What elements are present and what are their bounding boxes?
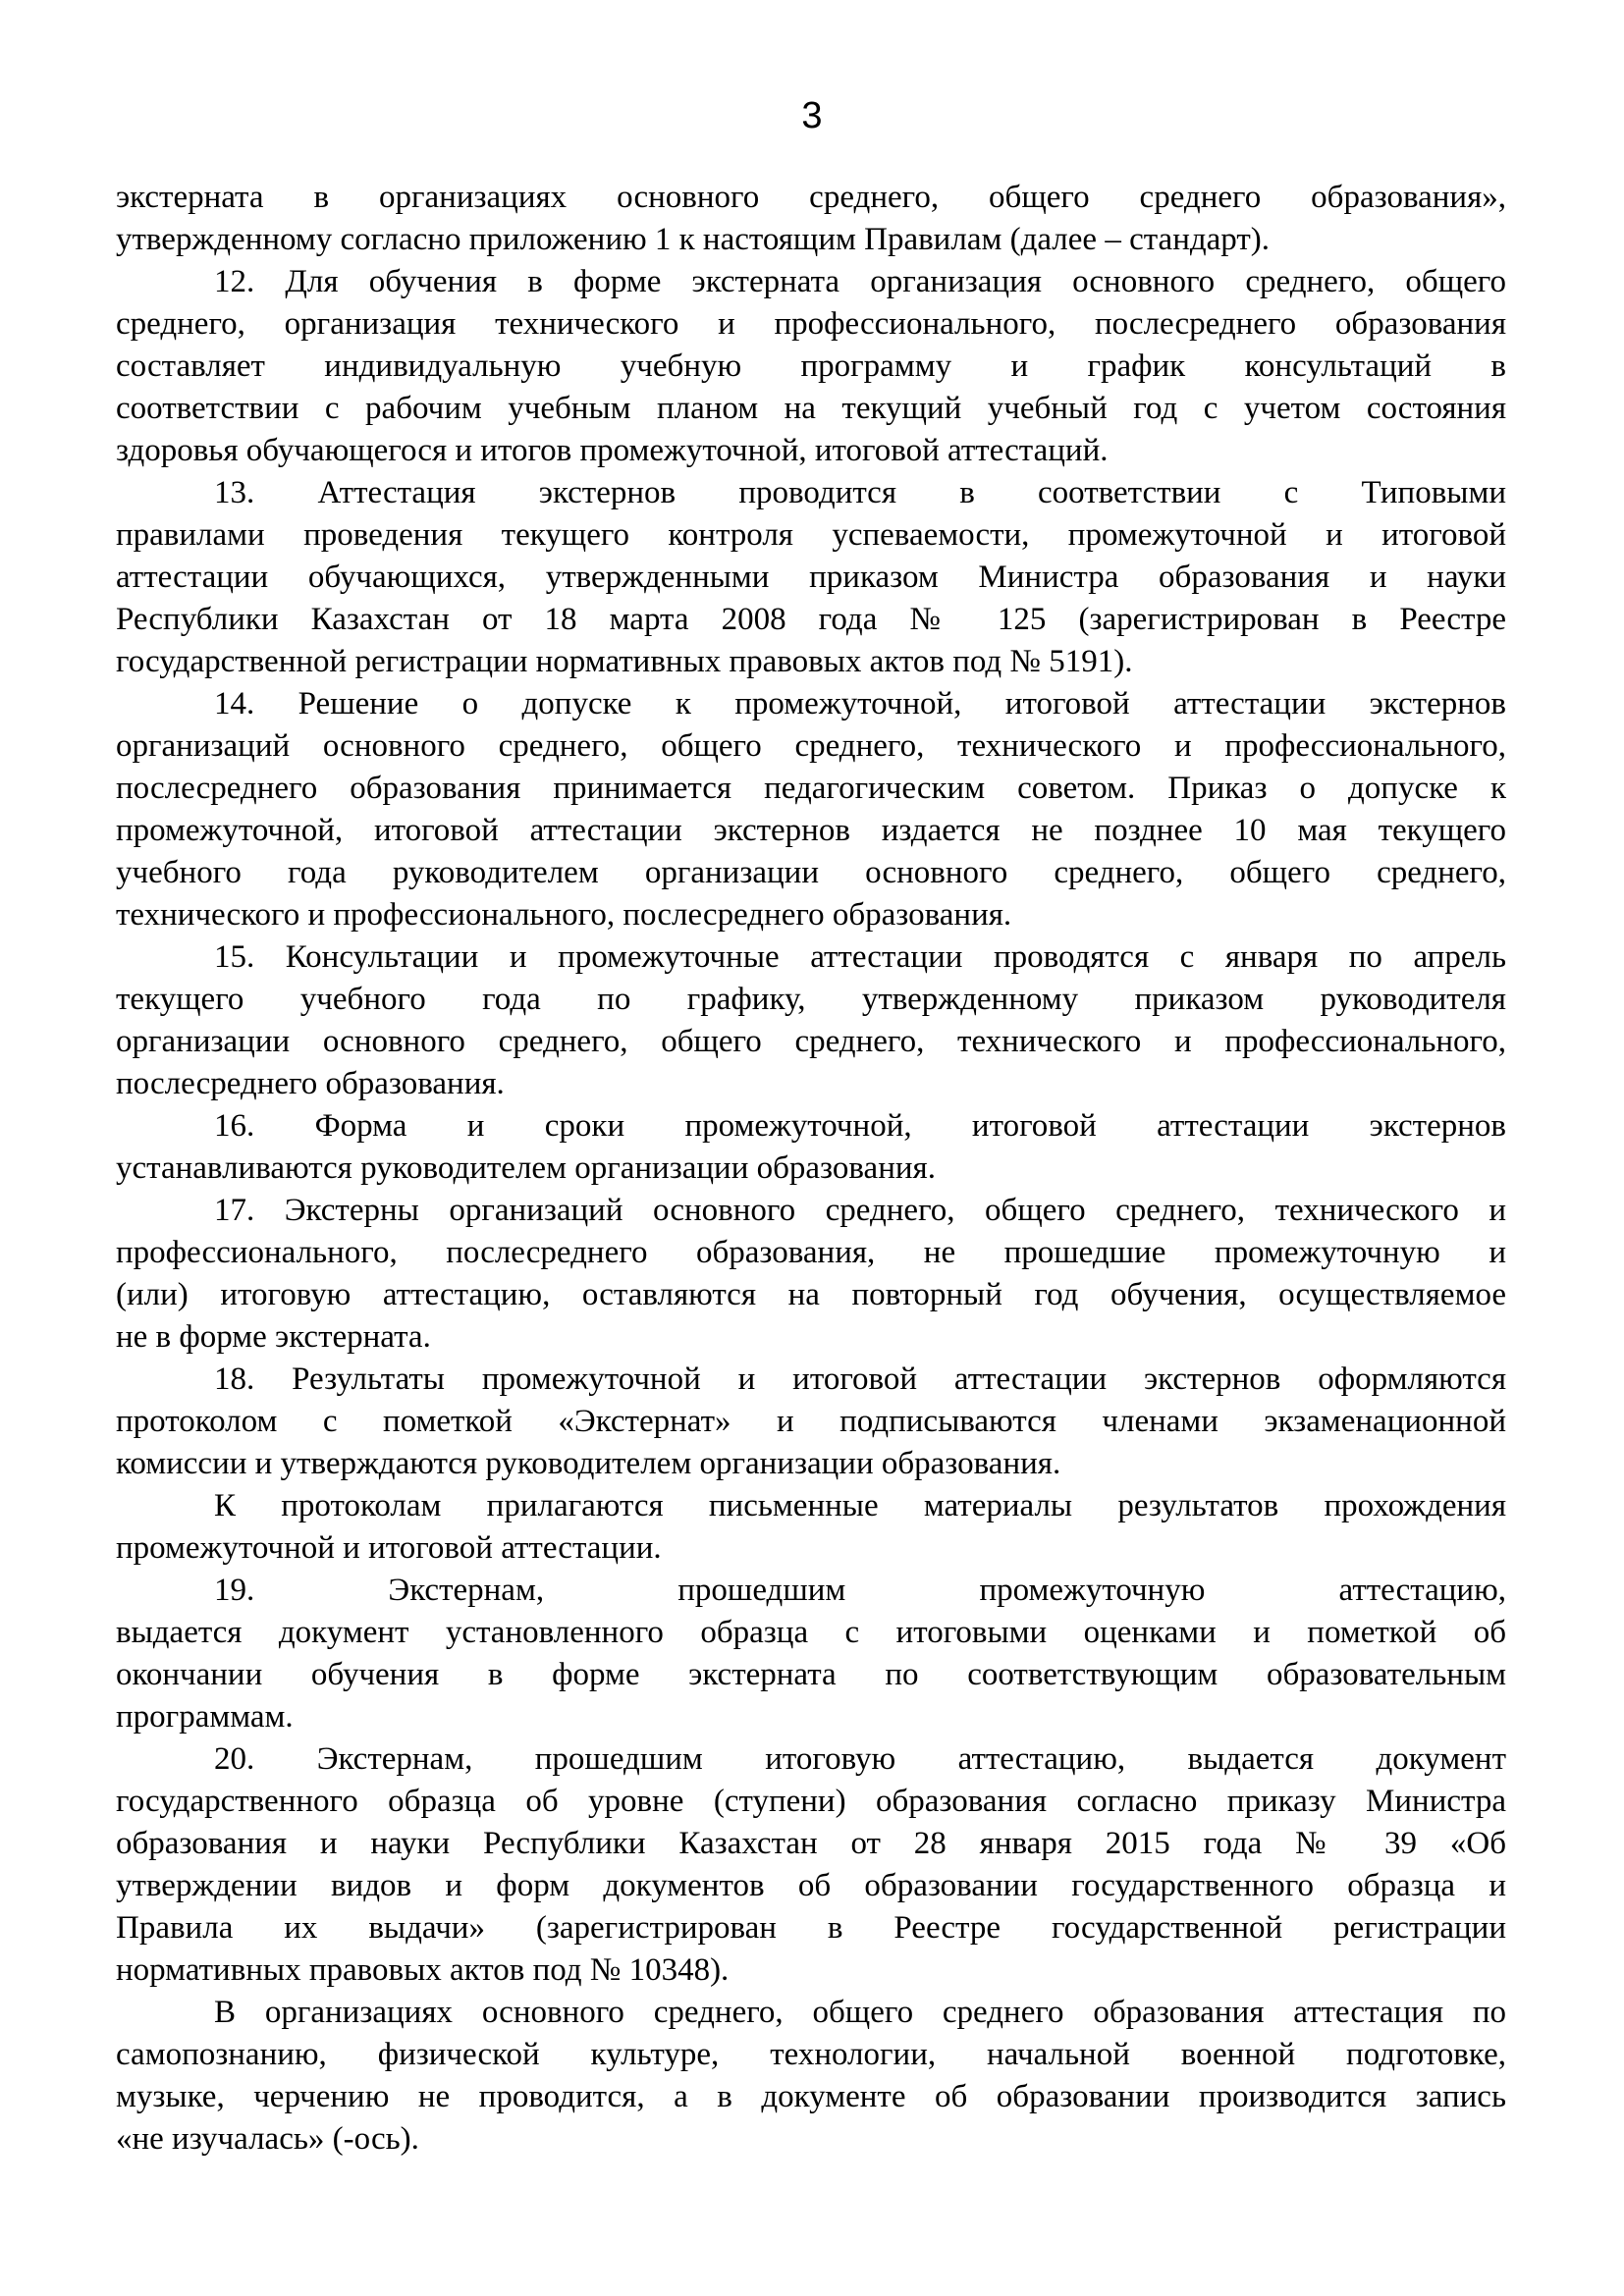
paragraph [116, 1105, 1506, 1190]
text-line: государственной регистрации нормативных правовых актов под № 5191). [116, 644, 1133, 679]
text-line: утверждении видов и форм документов об образовании государственного образца и [116, 1868, 1506, 1903]
text-line: самопознанию, физической культуре, технологии, начальной военной подготовке, [116, 2037, 1506, 2072]
text-line: текущего учебного года по графику, утвержденному приказом руководителя [116, 982, 1506, 1017]
paragraph [116, 1485, 1506, 1570]
text-line: промежуточной, итоговой аттестации экстернов издается не позднее 10 мая текущего [116, 813, 1506, 848]
paragraph [116, 683, 1506, 936]
text-line: В организациях основного среднего, общего среднего образования аттестация по [214, 1995, 1506, 2030]
text-line: послесреднего образования. [116, 1066, 505, 1101]
text-line: среднего, организация технического и профессионального, послесреднего образования [116, 306, 1506, 342]
paragraph [116, 261, 1506, 472]
paragraph [116, 1359, 1506, 1485]
text-line: (или) итоговую аттестацию, оставляются на повторный год обучения, осуществляемое [116, 1277, 1506, 1312]
text-line: нормативных правовых актов под № 10348). [116, 1952, 730, 1988]
text-line: 13. Аттестация экстернов проводится в соответствии с Типовыми [214, 475, 1506, 510]
text-line: 18. Результаты промежуточной и итоговой аттестации экстернов оформляются [214, 1362, 1506, 1397]
text-line: программам. [116, 1699, 294, 1735]
text-line: 14. Решение о допуске к промежуточной, итоговой аттестации экстернов [214, 686, 1506, 721]
text-line: промежуточной и итоговой аттестации. [116, 1530, 662, 1566]
text-line: здоровья обучающегося и итогов промежуточной, итоговой аттестаций. [116, 433, 1109, 468]
text-line: 15. Консультации и промежуточные аттестации проводятся с января по апрель [214, 939, 1506, 975]
text-line: соответствии с рабочим учебным планом на текущий учебный год с учетом состояния [116, 391, 1506, 426]
paragraph [116, 1190, 1506, 1359]
text-line: устанавливаются руководителем организации образования. [116, 1150, 936, 1186]
text-line: экстерната в организациях основного среднего, общего среднего образования», [116, 180, 1506, 215]
text-line: организаций основного среднего, общего среднего, технического и профессионального, [116, 728, 1506, 764]
paragraph [116, 1570, 1506, 1738]
text-line: Правила их выдачи» (зарегистрирован в Реестре государственной регистрации [116, 1910, 1506, 1946]
document-body [116, 177, 1506, 2161]
text-line: протоколом с пометкой «Экстернат» и подписываются членами экзаменационной [116, 1404, 1506, 1439]
text-line: музыке, черчению не проводится, а в документе об образовании производится запись [116, 2079, 1506, 2114]
paragraph [116, 1992, 1506, 2161]
text-line: государственного образца об уровне (ступени) образования согласно приказу Министра [116, 1784, 1506, 1819]
text-line: К протоколам прилагаются письменные материалы результатов прохождения [214, 1488, 1506, 1523]
text-line: 12. Для обучения в форме экстерната организация основного среднего, общего [214, 264, 1506, 299]
text-line: учебного года руководителем организации основного среднего, общего среднего, [116, 855, 1506, 890]
text-line: 19. Экстернам, прошедшим промежуточную аттестацию, [214, 1573, 1506, 1608]
paragraph [116, 936, 1506, 1105]
text-line: послесреднего образования принимается педагогическим советом. Приказ о допуске к [116, 771, 1506, 806]
text-line: не в форме экстерната. [116, 1319, 431, 1355]
text-line: составляет индивидуальную учебную программу и график консультаций в [116, 348, 1506, 384]
paragraph [116, 472, 1506, 683]
text-line: профессионального, послесреднего образования, не прошедшие промежуточную и [116, 1235, 1506, 1270]
text-line: 16. Форма и сроки промежуточной, итоговой аттестации экстернов [214, 1108, 1506, 1144]
text-line: комиссии и утверждаются руководителем организации образования. [116, 1446, 1061, 1481]
text-line: выдается документ установленного образца с итоговыми оценками и пометкой об [116, 1615, 1506, 1650]
text-line: окончании обучения в форме экстерната по соответствующим образовательным [116, 1657, 1506, 1692]
text-line: технического и профессионального, послесреднего образования. [116, 897, 1012, 933]
text-line: «не изучалась» (-ось). [116, 2121, 419, 2157]
text-line: утвержденному согласно приложению 1 к настоящим Правилам (далее – стандарт). [116, 222, 1271, 257]
text-line: аттестации обучающихся, утвержденными приказом Министра образования и науки [116, 560, 1506, 595]
page-number: 3 [801, 95, 823, 136]
text-line: 17. Экстерны организаций основного среднего, общего среднего, технического и [214, 1193, 1506, 1228]
text-line: правилами проведения текущего контроля успеваемости, промежуточной и итоговой [116, 517, 1506, 553]
text-line: 20. Экстернам, прошедшим итоговую аттестацию, выдается документ [214, 1741, 1506, 1777]
text-line: организации основного среднего, общего среднего, технического и профессионального, [116, 1024, 1506, 1059]
paragraph [116, 177, 1506, 261]
text-line: Республики Казахстан от 18 марта 2008 года № 125 (зарегистрирован в Реестре [116, 602, 1506, 637]
text-line: образования и науки Республики Казахстан от 28 января 2015 года № 39 «Об [116, 1826, 1506, 1861]
paragraph [116, 1738, 1506, 1992]
